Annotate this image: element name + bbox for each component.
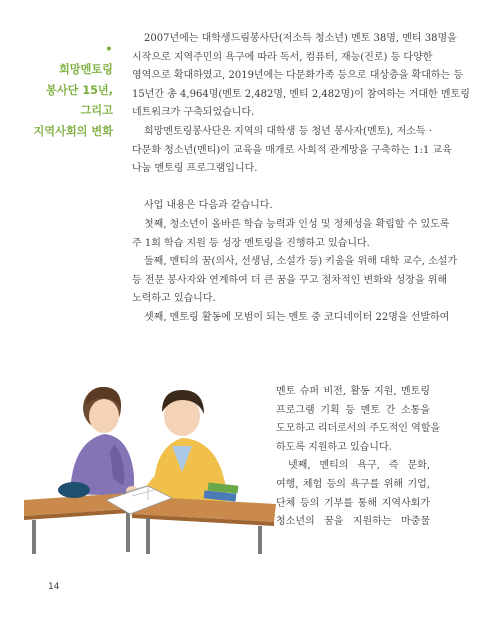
paragraph-line: 네트워크가 구축되었습니다. [132, 107, 255, 119]
paragraph-line: 영역으로 확대하였고, 2019년에는 다문화가족 등으로 대상층을 확대하는 등 [132, 70, 464, 82]
paragraph-spacer [132, 179, 432, 198]
paragraph-line: 청소년의 꿈을 지원하는 마중물 [276, 516, 430, 528]
heading-line-1: 희망멘토링 [58, 63, 113, 76]
paragraph-line: 15년간 총 4,964명(멘토 2,482명, 멘티 2,482명)이 참여하는 거대한 멘토링 [132, 88, 470, 100]
paragraph-line: 멘토 슈퍼 비전, 활동 지원, 멘토링 [276, 386, 430, 397]
paragraph-line: 둘째, 멘티의 꿈(의사, 선생님, 소설가 등) 키움을 위해 대학 교수, 소설가 [144, 256, 458, 268]
student-left [70, 387, 138, 496]
mentoring-illustration [22, 376, 278, 556]
heading-line-3: 그리고 [80, 104, 113, 117]
paragraph-line: 노력하고 있습니다. [132, 293, 216, 305]
paragraph-line: 나눔 멘토링 프로그램입니다. [132, 163, 258, 175]
paragraph-line: 하도록 지원하고 있습니다. [276, 441, 392, 453]
paragraph-line: 셋째, 멘토링 활동에 모범이 되는 멘토 중 코디네이터 22명을 선발하여 [144, 311, 450, 323]
paragraph-line: 첫째, 청소년이 올바른 학습 능력과 인성 및 정체성을 확립할 수 있도록 [144, 218, 450, 230]
paragraph-line: 다문화 청소년(멘티)이 교육을 매개로 사회적 관계망을 구축하는 1:1 교육 [132, 144, 452, 156]
paragraph-line: 등 전문 봉사자와 연계하여 더 큰 꿈을 꾸고 점차적인 변화와 성장을 위해 [132, 274, 448, 286]
paragraph-line: 여행, 체험 등의 욕구를 위해 기업, [276, 478, 430, 490]
paragraph-line: 2007년에는 대학생드림봉사단(저소득 청소년) 멘토 38명, 멘티 38명을 [144, 33, 457, 44]
heading-line-2: 봉사단 15년, [46, 83, 113, 97]
body-text-wrapped [276, 383, 441, 532]
paragraph-line: 시작으로 지역주민의 욕구에 따라 독서, 컴퓨터, 재능(진로) 등 다양한 [132, 51, 433, 63]
body-text [132, 30, 470, 328]
paragraph-line: 희망멘토링봉사단은 지역의 대학생 등 청년 봉사자(멘토), 저소득 · [144, 125, 432, 137]
paragraph-line: 주 1회 학습 지원 등 성장 멘토링을 진행하고 있습니다. [132, 237, 370, 249]
paragraph-line: 사업 내용은 다음과 같습니다. [144, 200, 273, 212]
page-number: 14 [48, 582, 60, 592]
paragraph-line: 도모하고 리더로서의 주도적인 역할을 [276, 423, 441, 435]
heading-line-4: 지역사회의 변화 [33, 124, 113, 138]
paragraph-line: 넷째, 멘티의 욕구, 즉 문화, [288, 460, 430, 472]
paragraph-line: 프로그램 기획 등 멘토 간 소통을 [276, 404, 430, 416]
paragraph-line: 단체 등의 기부를 통해 지역사회가 [276, 497, 430, 509]
section-heading [20, 44, 113, 142]
bullet-dot: • [104, 42, 113, 58]
